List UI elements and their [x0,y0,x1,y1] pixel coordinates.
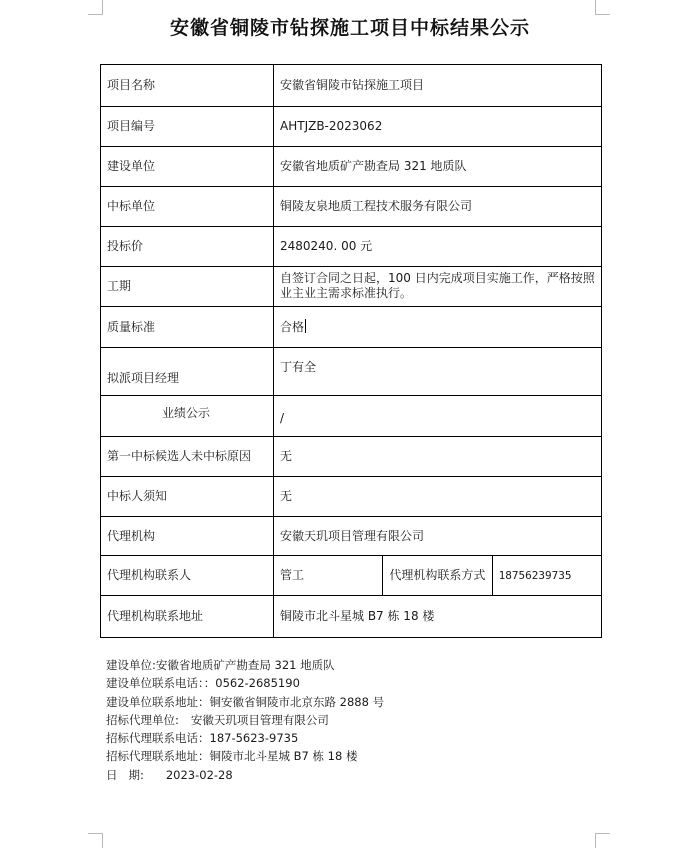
footer-label: 招标代理单位: [106,712,179,727]
table-row [101,227,602,267]
row-label: 代理机构 [101,517,274,556]
footer-label: 建设单位: [106,658,156,672]
footer-value: 安徽省地质矿产勘查局 321 地质队 [155,658,335,672]
row-value[interactable]: 铜陵友泉地质工程技术服务有限公司 [274,187,602,227]
row-label: 代理机构联系地址 [101,596,274,638]
footer-value: 铜安徽省铜陵市北京东路 2888 号 [209,694,385,709]
table-row [101,187,602,227]
table-row [101,437,602,477]
text-cursor [305,319,306,333]
footer-line [106,711,384,729]
footer-value: 187-5623-9735 [209,731,299,746]
footer-label: 招标代理联系电话： [106,731,210,746]
contact-footer [106,656,384,784]
row-value[interactable]: AHTJZB-2023062 [274,107,602,147]
row-value[interactable]: 安徽省铜陵市钻探施工项目 [274,65,602,107]
footer-line [106,693,384,711]
footer-value: 0562-2685190 [215,676,300,691]
row-value[interactable] [274,307,602,348]
footer-line [106,729,384,747]
row-label: 项目编号 [101,107,274,147]
row-value[interactable]: 自签订合同之日起，100 日内完成项目实施工作，严格按照业主业主需求标准执行。 [274,267,602,307]
row-label-secondary: 代理机构联系方式 [383,556,492,596]
footer-value: 安徽天玑项目管理有限公司 [190,712,329,727]
row-value[interactable]: 铜陵市北斗星城 B7 栋 18 楼 [274,596,602,638]
result-table [100,64,602,638]
quality-text: 合格 [280,320,305,334]
table-row [101,596,602,638]
footer-line [106,747,384,765]
row-label: 工期 [101,267,274,307]
page-corner-mark [595,833,610,848]
table-row [101,307,602,348]
row-value[interactable]: 无 [274,477,602,517]
row-label: 中标人须知 [101,477,274,517]
table-row [101,477,602,517]
row-value[interactable]: 安徽省地质矿产勘查局 321 地质队 [274,147,602,187]
row-value[interactable]: 安徽天玑项目管理有限公司 [274,517,602,556]
row-value-secondary[interactable]: 18756239735 [492,556,601,596]
table-row [101,147,602,187]
footer-value: 2023-02-28 [165,767,233,782]
row-value[interactable]: 丁有全 [274,348,602,396]
footer-label: 日 期: [106,767,144,782]
row-value[interactable]: 无 [274,437,602,477]
row-label: 项目名称 [101,65,274,107]
row-value[interactable]: / [274,396,602,437]
footer-label: 建设单位联系地址： [106,694,210,709]
table-row [101,348,602,396]
row-label: 业绩公示 [101,396,274,437]
table-row [101,267,602,307]
row-label: 建设单位 [101,147,274,187]
row-value[interactable]: 管工 [274,556,383,596]
page-corner-mark [88,833,103,848]
row-label: 投标价 [101,227,274,267]
row-label: 质量标准 [101,307,274,348]
row-label: 代理机构联系人 [101,556,274,596]
footer-label: 招标代理联系地址： [106,749,210,764]
footer-line [106,766,384,784]
row-label: 中标单位 [101,187,274,227]
table-row [101,65,602,107]
row-label: 拟派项目经理 [101,348,274,396]
footer-line [106,674,384,692]
table-row [101,556,602,596]
footer-value: 铜陵市北斗星城 B7 栋 18 楼 [209,749,358,764]
row-value[interactable]: 2480240. 00 元 [274,227,602,267]
footer-line [106,656,384,674]
table-row [101,107,602,147]
footer-label: 建设单位联系电话：： [106,676,216,691]
table-row [101,396,602,437]
document-title: 安徽省铜陵市钻探施工项目中标结果公示 [169,17,530,39]
row-label: 第一中标候选人未中标原因 [101,437,274,477]
table-row [101,517,602,556]
